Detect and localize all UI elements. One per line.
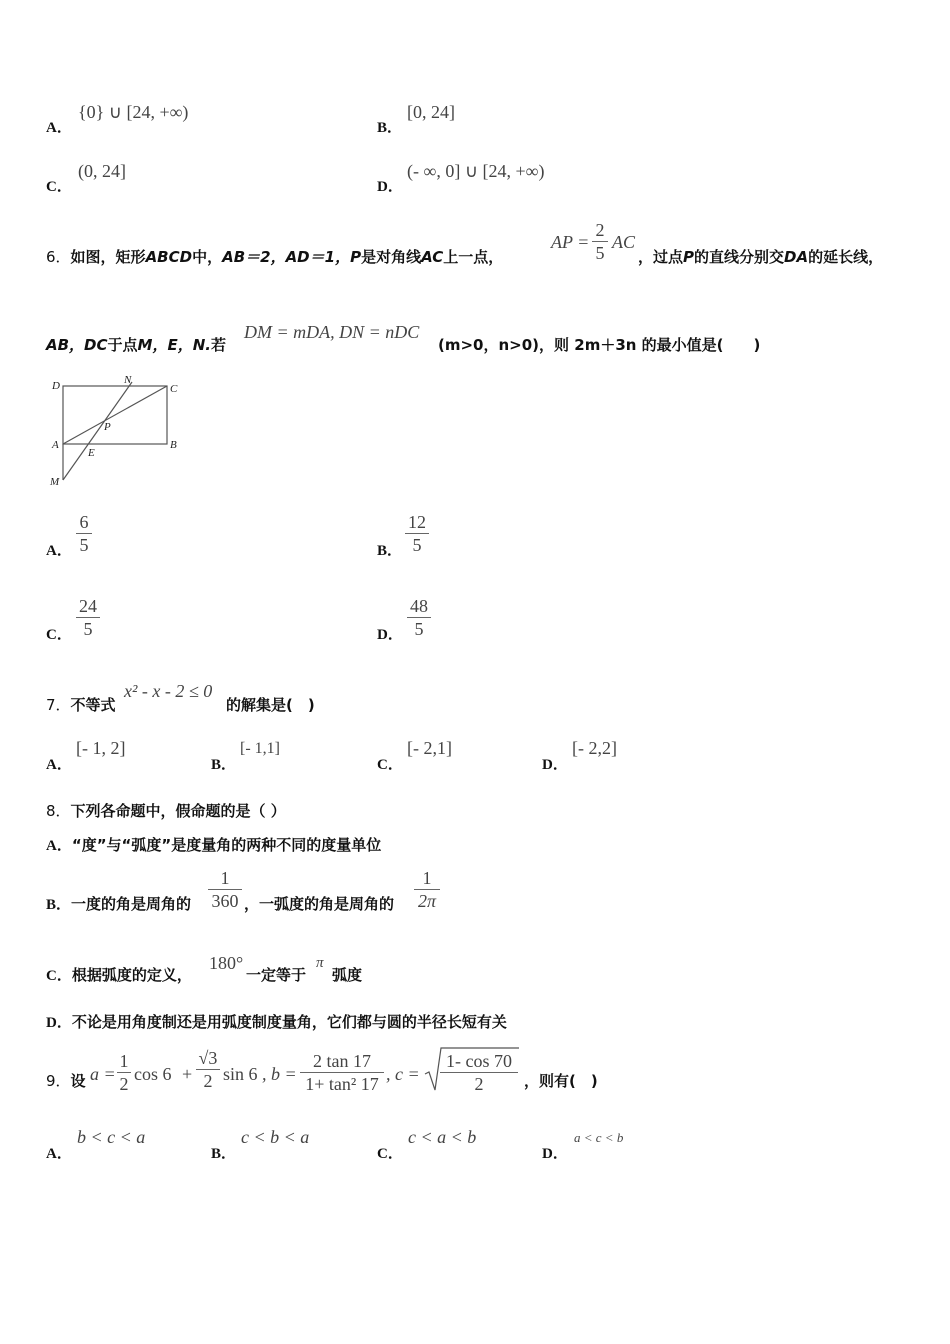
fig-label-c: C	[170, 383, 178, 395]
q9-option-c-label: C．	[377, 1146, 403, 1162]
q6-men: M，E，N.	[137, 336, 211, 354]
q8-option-b-text1: 一度的角是周角的	[71, 895, 192, 913]
q9-a-sin: sin 6	[223, 1064, 258, 1084]
q6-ac: AC	[421, 248, 444, 266]
q6-option-b-fraction	[405, 512, 429, 555]
q5-option-a-label: A．	[46, 120, 72, 136]
q7-option-a-label: A．	[46, 757, 72, 773]
q9-c-lhs: , c =	[386, 1064, 420, 1084]
q6-d-num: 48	[410, 596, 428, 616]
line-nm	[63, 382, 132, 480]
q6-a-num: 6	[79, 512, 89, 532]
q6-option-d-fraction	[407, 596, 431, 639]
q9-option-a-label: A．	[46, 1146, 72, 1162]
q8-stem-text: 下列各命题中，假命题的是（ ）	[70, 802, 286, 820]
q6-text1: 如图，矩形	[70, 248, 146, 266]
q9-a-den1: 2	[119, 1074, 129, 1094]
diagonal-ac	[63, 386, 167, 444]
q6-b-num: 12	[408, 512, 426, 532]
q6-a-den: 5	[79, 535, 89, 555]
q9-a-cos: cos 6	[134, 1064, 172, 1084]
q6-option-c-label: C．	[46, 627, 72, 643]
q7-number: 7．	[46, 696, 71, 714]
q8-option-d	[46, 1011, 507, 1032]
q8-b-fraction1	[208, 868, 242, 911]
q6-text6: 的直线分别交	[694, 248, 785, 266]
fig-label-m: M	[50, 476, 60, 488]
q8-option-b	[46, 893, 191, 914]
q8-option-c	[46, 964, 192, 985]
q9-number: 9．	[46, 1072, 71, 1090]
q6-c-num: 24	[79, 596, 97, 616]
q9-a-frac2	[196, 1048, 220, 1091]
q6-line2-b: 于点	[107, 336, 138, 354]
q5-option-d-math: (- ∞, 0] ∪ [24, +∞)	[407, 161, 545, 181]
q9-c-den: 2	[474, 1074, 484, 1094]
q6-ap-num: 2	[595, 220, 605, 240]
q6-option-d-label: D．	[377, 627, 403, 643]
fig-label-n: N	[124, 374, 132, 386]
q7-inequality: x² - x - 2 ≤ 0	[124, 681, 213, 701]
q7-option-c-math: [- 2,1]	[407, 738, 452, 758]
q6-ap-lhs: AP =	[551, 232, 590, 252]
fig-label-p: P	[104, 421, 111, 433]
q9-option-c-math: c < a < b	[408, 1127, 477, 1147]
q8-option-b-text2: ，一弧度的角是周角的	[244, 895, 395, 913]
q7-option-b-math: [- 1,1]	[240, 740, 280, 757]
q9-tail: ，则有( )	[524, 1072, 598, 1090]
fig-label-a: A	[52, 439, 59, 451]
q9-a-num2: √3	[198, 1048, 218, 1068]
q5-option-a-math: {0} ∪ [24, +∞)	[78, 102, 189, 122]
q6-stem-line1b	[638, 246, 883, 267]
q8-option-a-label: A．	[46, 838, 72, 854]
q9-option-a-math: b < c < a	[77, 1127, 146, 1147]
q9-b-num: 2 tan 17	[313, 1051, 371, 1071]
q9-a-frac1	[117, 1051, 131, 1094]
q8-b-num2: 1	[422, 868, 432, 888]
q8-number: 8．	[46, 802, 71, 820]
q6-stem-line1	[46, 246, 503, 267]
q8-stem	[46, 800, 286, 821]
q6-b-den: 5	[412, 535, 422, 555]
q6-ap-rhs: AC	[612, 232, 636, 252]
q6-ad-eq: AD＝1，	[285, 248, 351, 266]
fig-label-e: E	[88, 447, 95, 459]
fig-label-d: D	[52, 380, 60, 392]
q9-c-frac	[440, 1051, 518, 1094]
q6-ruo: 若	[210, 336, 226, 354]
q5-option-b-math: [0, 24]	[407, 102, 455, 122]
q5-option-d-label: D．	[377, 179, 403, 195]
q9-b-lhs: , b =	[262, 1064, 297, 1084]
q9-a-plus: +	[182, 1064, 193, 1084]
q6-condition2: (m>0，n>0)，则 2m＋3n 的最小值是( )	[438, 336, 761, 354]
q8-option-d-text: 不论是用角度制还是用弧度制度量角，它们都与圆的半径长短有关	[71, 1013, 507, 1031]
q8-b-num1: 1	[220, 868, 230, 888]
q6-option-a-fraction	[76, 512, 92, 555]
q5-option-b-label: B．	[377, 120, 403, 136]
q6-ab-eq: AB＝2，	[222, 248, 286, 266]
q6-line2-a: AB，DC	[46, 336, 108, 354]
q8-option-c-text1: 根据弧度的定义，	[71, 966, 192, 984]
q6-d-den: 5	[414, 619, 424, 639]
q8-option-c-pi: π	[316, 955, 324, 971]
q9-b-frac	[300, 1051, 384, 1094]
q6-text2: 中，	[192, 248, 223, 266]
q6-option-c-fraction	[76, 596, 100, 639]
q6-da: DA	[784, 248, 809, 266]
q6-geometry-figure	[44, 372, 194, 490]
q6-option-a-label: A．	[46, 543, 72, 559]
q6-p2: P	[683, 248, 695, 266]
q6-text7: 的延长线，	[808, 248, 884, 266]
q9-c-num: 1- cos 70	[446, 1051, 512, 1071]
q6-c-den: 5	[83, 619, 93, 639]
q6-text3: 是对角线	[361, 248, 422, 266]
q9-option-d-label: D．	[542, 1146, 568, 1162]
q6-text4: 上一点，	[443, 248, 504, 266]
q6-condition: DM = mDA, DN = nDC	[244, 322, 420, 342]
q6-stem-line2	[46, 334, 226, 355]
q8-option-c-text2: 一定等于	[246, 966, 307, 984]
q5-option-c-label: C．	[46, 179, 72, 195]
q5-option-c-math: (0, 24]	[78, 161, 126, 181]
q6-ap-fraction	[592, 220, 608, 263]
q9-a-num1: 1	[119, 1051, 129, 1071]
q8-option-b-label: B．	[46, 897, 72, 913]
fig-label-b: B	[170, 439, 177, 451]
q8-option-c-text3: 弧度	[332, 966, 363, 984]
q8-option-d-label: D．	[46, 1015, 72, 1031]
q7-option-d-math: [- 2,2]	[572, 738, 617, 758]
q9-a-lhs: a =	[90, 1064, 116, 1084]
q7-text2: 的解集是( )	[226, 696, 315, 714]
q8-option-c-label: C．	[46, 968, 72, 984]
q7-text1: 不等式	[70, 696, 116, 714]
q9-stem-start	[46, 1070, 86, 1091]
q6-option-b-label: B．	[377, 543, 403, 559]
q8-b-den2: 2π	[417, 891, 437, 911]
q9-option-b-math: c < b < a	[241, 1127, 310, 1147]
q6-ap-den: 5	[595, 243, 605, 263]
q6-text5: ，过点	[638, 248, 684, 266]
q8-b-fraction2	[414, 868, 440, 911]
q7-option-a-math: [- 1, 2]	[76, 738, 126, 758]
q9-option-b-label: B．	[211, 1146, 237, 1162]
q8-b-den1: 360	[211, 891, 239, 911]
q9-a-den2: 2	[203, 1071, 213, 1091]
q8-option-a	[46, 834, 381, 855]
q8-option-a-text: “度”与“弧度”是度量角的两种不同的度量单位	[71, 836, 382, 854]
q7-option-c-label: C．	[377, 757, 403, 773]
q9-b-den: 1+ tan² 17	[305, 1074, 379, 1094]
q6-abcd: ABCD	[145, 248, 193, 266]
q7-option-b-label: B．	[211, 757, 237, 773]
q9-option-d-math: a < c < b	[574, 1130, 624, 1145]
q8-option-c-math1: 180°	[209, 953, 244, 973]
q9-she: 设	[70, 1072, 86, 1090]
q6-number: 6．	[46, 248, 71, 266]
q6-p: P	[350, 248, 362, 266]
q7-option-d-label: D．	[542, 757, 568, 773]
q7-stem	[46, 694, 116, 715]
